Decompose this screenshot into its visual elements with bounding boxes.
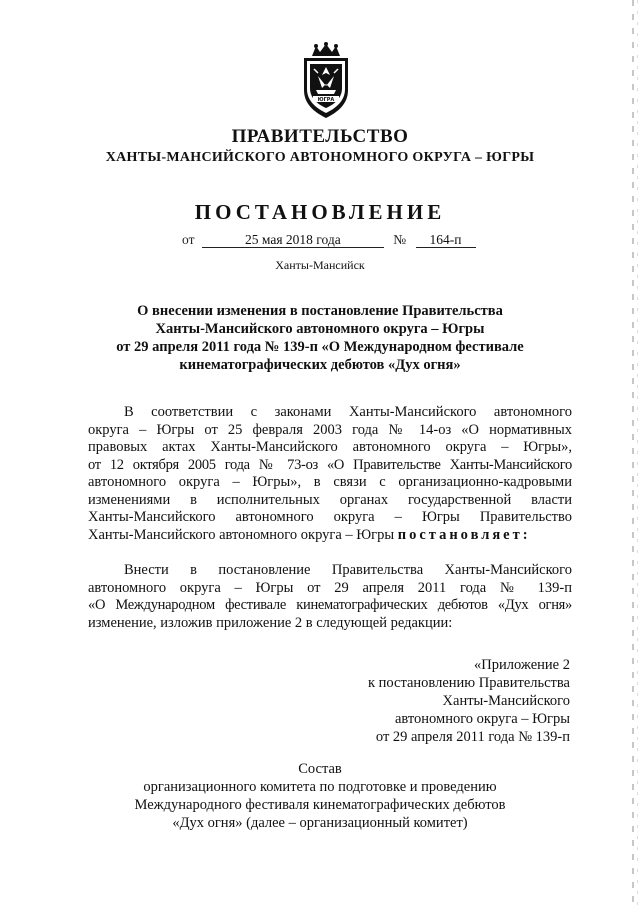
text-line: «О Международном фестивале кинематографических дебютов «Дух огня» bbox=[88, 597, 572, 613]
text-line: автономного округа – Югры от 29 апреля 2011 года № 139-п bbox=[88, 579, 572, 596]
text-fragment: Ханты-Мансийского автономного округа – Югры bbox=[88, 526, 395, 543]
document-heading bbox=[0, 302, 640, 374]
text-line: правовых актах Ханты-Мансийского автономного округа – Югры», bbox=[88, 439, 572, 455]
document-date: 25 мая 2018 года bbox=[202, 233, 384, 248]
text-line: от 12 октября 2005 года № 73-оз «О Правительстве Ханты-Мансийского bbox=[88, 456, 572, 473]
appendix-line: автономного округа – Югры bbox=[394, 711, 570, 727]
text-line: округа – Югры от 25 февраля 2003 года № 14-оз «О нормативных bbox=[88, 421, 572, 438]
text-line bbox=[88, 527, 572, 545]
text-line: автономного округа – Югры», в связи с организационно-кадровыми bbox=[88, 474, 572, 490]
composition-line: «Дух огня» (далее – организационный комитет) bbox=[172, 815, 468, 831]
appendix-line: к постановлению Правительства bbox=[368, 675, 570, 691]
heading-line: кинематографических дебютов «Дух огня» bbox=[179, 357, 461, 373]
date-number-line bbox=[182, 232, 476, 248]
document-type: ПОСТАНОВЛЕНИЕ bbox=[194, 200, 446, 224]
resolves-word: постановляет: bbox=[397, 526, 531, 543]
composition-line: Международного фестиваля кинематографических дебютов bbox=[134, 797, 506, 813]
heading-line: О внесении изменения в постановление Правительства bbox=[137, 303, 503, 319]
text-line: изменениями в исполнительных органах государственной власти bbox=[88, 491, 572, 508]
text-line: Внести в постановление Правительства Ханты-Мансийского bbox=[124, 562, 572, 578]
composition-title bbox=[0, 760, 640, 832]
svg-text:ЮГРА: ЮГРА bbox=[317, 97, 335, 103]
composition-line: Состав bbox=[298, 761, 342, 777]
heading-line: Ханты-Мансийского автономного округа – Югры bbox=[155, 321, 485, 337]
appendix-reference bbox=[310, 656, 570, 746]
document-number: 164-п bbox=[416, 233, 476, 248]
appendix-line: Ханты-Мансийского bbox=[442, 693, 570, 709]
city-name: Ханты-Мансийск bbox=[275, 258, 365, 272]
region-title: ХАНТЫ-МАНСИЙСКОГО АВТОНОМНОГО ОКРУГА – ЮГРЫ bbox=[105, 150, 535, 165]
composition-line: организационного комитета по подготовке и проведению bbox=[143, 779, 497, 795]
text-line: изменение, изложив приложение 2 в следующей редакции: bbox=[88, 614, 453, 631]
date-from-label: от bbox=[182, 232, 195, 247]
preamble-paragraph bbox=[88, 404, 572, 544]
text-line: Ханты-Мансийского автономного округа – Югры Правительство bbox=[88, 509, 572, 525]
number-label: № bbox=[393, 232, 407, 247]
appendix-line: от 29 апреля 2011 года № 139-п bbox=[375, 729, 570, 745]
appendix-line: «Приложение 2 bbox=[474, 657, 570, 673]
text-line: В соответствии с законами Ханты-Мансийского автономного bbox=[124, 404, 572, 420]
heading-line: от 29 апреля 2011 года № 139-п «О Международном фестивале bbox=[116, 339, 524, 355]
government-title: ПРАВИТЕЛЬСТВО bbox=[231, 126, 409, 147]
resolution-paragraph bbox=[88, 562, 572, 632]
coat-of-arms-emblem bbox=[296, 42, 356, 120]
